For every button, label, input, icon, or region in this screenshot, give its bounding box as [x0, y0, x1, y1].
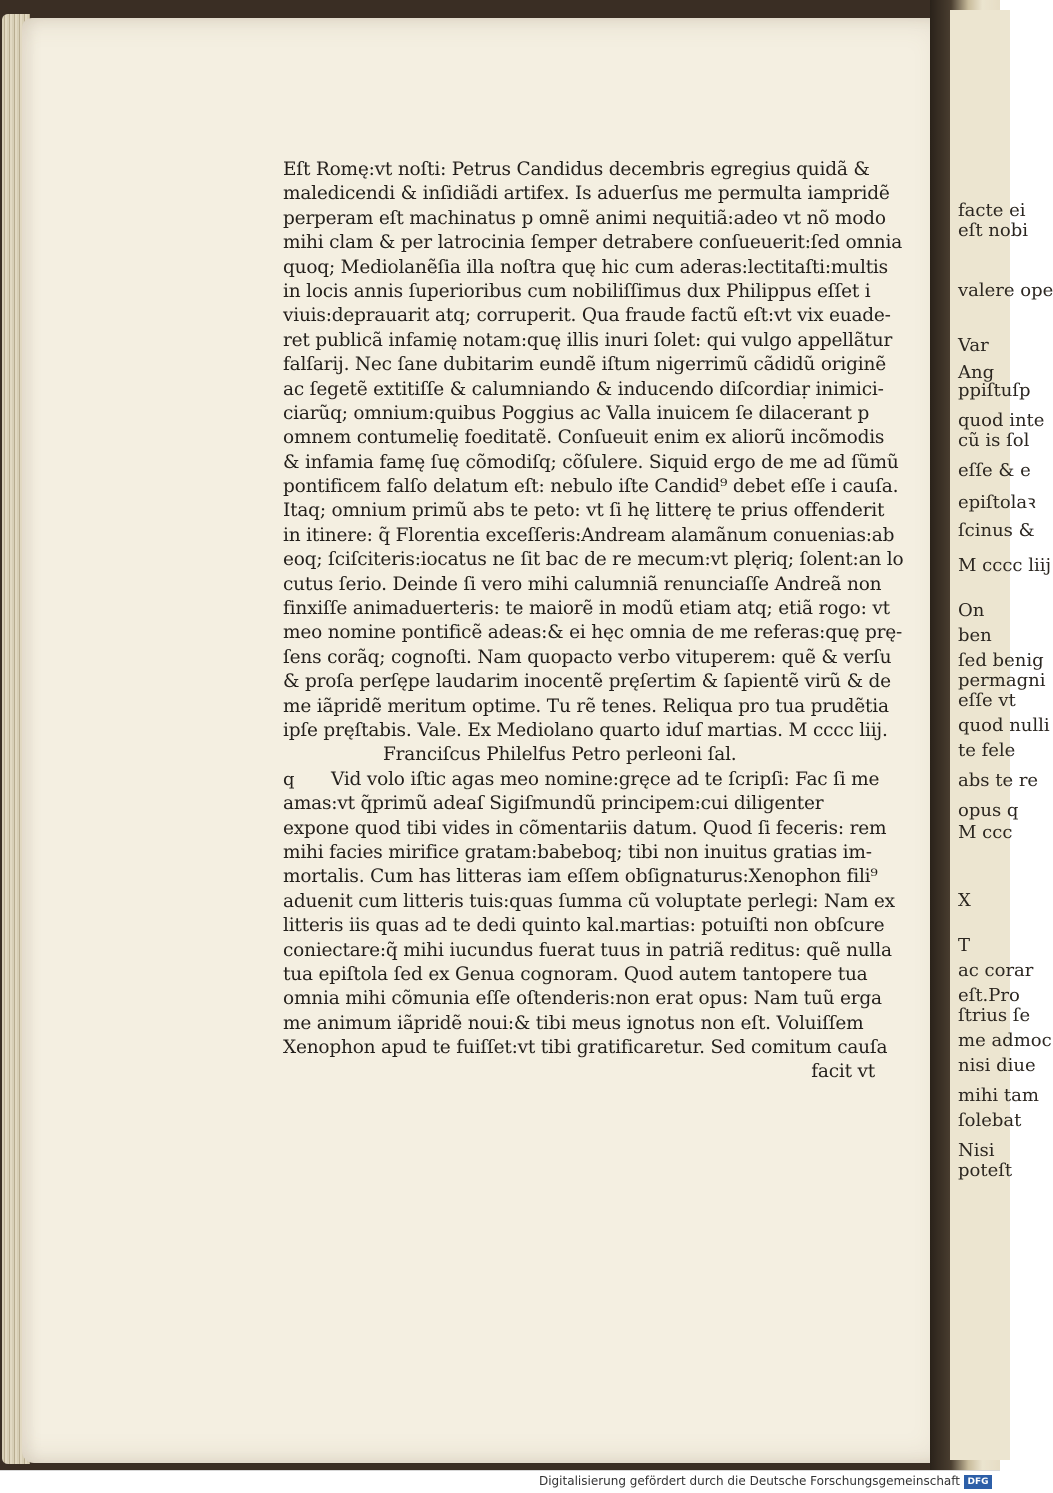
letter-text — [283, 158, 904, 1085]
facing-page-text: eſſe vt — [958, 690, 1016, 711]
text-line: aduenit cum litteris tuis:quas ſumma cũ voluptate perlegi: Nam ex — [283, 890, 895, 912]
text-line: ciarũq; omnium:quibus Poggius ac Valla inuicem ſe dilacerant p — [283, 402, 870, 424]
text-line: mihi clam & per latrocinia ſemper detrabere conſueuerit:ſed omnia — [283, 232, 903, 254]
text-line: Eſt Romę:vt noſti: Petrus Candidus decembris egregius quidã & — [283, 159, 870, 180]
facing-page-text: M ccc — [958, 822, 1013, 843]
letter-heading: Franciſcus Philelfus Petro perleoni ſal. — [383, 744, 737, 766]
facing-page-text: permagni — [958, 670, 1046, 691]
text-line: ac ſegetẽ extitiſſe & calumniando & inducendo diſcordiaṛ inimici- — [283, 378, 884, 400]
facing-page-text: Ang — [958, 362, 995, 383]
text-line: in itinere: q̃ Florentia exceſſeris:Andream alamãnum conuenias:ab — [283, 524, 895, 546]
facing-page-text: ben — [958, 625, 992, 646]
text-line: ret publicã infamię notam:quę illis inuri ſolet: qui vulgo appellãtur — [283, 329, 893, 351]
facing-page-text: facte ei — [958, 200, 1026, 221]
text-line: mortalis. Cum has litteras iam eſſem obſignaturus:Xenophon fili⁹ — [283, 866, 878, 888]
catchword: facit vt — [811, 1061, 875, 1083]
text-line: omnem contumelię foeditatẽ. Conſueuit enim ex aliorũ incõmodis — [283, 427, 885, 449]
facing-page-text: X — [958, 890, 971, 911]
text-line: meo nomine pontificẽ adeas:& ei hęc omnia de me referas:quę prę- — [283, 622, 903, 644]
text-line: me iãpridẽ meritum optime. Tu rẽ tenes. Reliqua pro tua prudẽtia — [283, 695, 889, 717]
text-line: Itaq; omnium primũ abs te peto: vt ſi hę litterę te prius offenderit — [283, 500, 885, 522]
text-line: maledicendi & inſidiãdi artifex. Is aduerſus me permulta iampridẽ — [283, 183, 890, 205]
text-line: mihi facies mirifice gratam:babeboq; tibi non inuitus gratias im- — [283, 841, 872, 863]
facing-page-text: abs te re — [958, 770, 1039, 791]
text-line: coniectare:q̃ mihi iucundus fuerat tuus in patriã reditus: quẽ nulla — [283, 939, 892, 961]
facing-page-text: quod inte — [958, 410, 1045, 431]
facing-page-text: eſt.Pro — [958, 985, 1020, 1006]
facing-page-text: T — [958, 935, 971, 956]
text-line: pontificem falſo delatum eſt: nebulo iſte Candid⁹ debet eſſe i cauſa. — [283, 476, 899, 498]
text-line: & infamia famę ſuę cõmodiſq; cõſulere. Siquid ergo de me ad ſũmũ — [283, 451, 899, 473]
text-line: eoq; ſciſciteris:iocatus ne ſit bac de re mecum:vt plęriq; ſolent:an lo — [283, 549, 904, 571]
text-line: & proſa perſępe laudarim inocentẽ pręſertim & ſapientẽ virũ & de — [283, 671, 891, 693]
facing-page-text: eſſe & e — [958, 460, 1031, 481]
facing-page-text: Var — [958, 335, 989, 356]
text-line: omnia mihi cõmunia eſſe oſtenderis:non erat opus: Nam tuũ erga — [283, 988, 882, 1010]
footer-bar — [0, 1470, 1000, 1493]
text-line: Xenophon apud te fuiſſet:vt tibi gratificaretur. Sed comitum cauſa — [283, 1037, 888, 1059]
facing-page-text: ſed benig — [958, 650, 1044, 671]
facing-page-text: mihi tam — [958, 1085, 1039, 1106]
facing-page-fragment — [950, 10, 1053, 1460]
facing-page-text: epiſtolaꝛ — [958, 492, 1036, 513]
text-line: tua epiſtola ſed ex Genua cognoram. Quod autem tantopere tua — [283, 963, 868, 985]
facing-page-text: me admoc — [958, 1030, 1052, 1051]
dfg-logo: DFG — [964, 1475, 992, 1489]
text-line: expone quod tibi vides in cõmentariis datum. Quod ſi feceris: rem — [283, 817, 887, 839]
text-line: amas:vt q̃primũ adeaſ Sigiſmundũ principem:cui diligenter — [283, 793, 824, 815]
text-line: finxiſſe animaduerteris: te maiorẽ in modũ etiam atq; etiã rogo: vt — [283, 598, 890, 620]
facing-page-text: On — [958, 600, 985, 621]
text-line — [283, 768, 883, 792]
facing-page-text: ac corar — [958, 960, 1034, 981]
facing-page-text: opus q — [958, 800, 1019, 821]
facing-page-text: ſcinus & — [958, 520, 1035, 541]
text-line: perperam eſt machinatus p omnẽ animi nequitiã:adeo vt nõ modo — [283, 207, 886, 229]
text-line: viuis:deprauarit atq; corruperit. Qua fraude factũ eſt:vt vix euade- — [283, 305, 891, 327]
funding-credit: Digitalisierung gefördert durch die Deutsche Forschungsgemeinschaft — [538, 1474, 960, 1488]
facing-page-text: M cccc liij — [958, 555, 1052, 576]
facing-page-text: te fele — [958, 740, 1016, 761]
text-line: in locis annis ſuperioribus cum nobiliſſimus dux Philippus eſſet i — [283, 280, 871, 302]
facing-page-text: ſtrius ſe — [958, 1005, 1031, 1026]
facing-page-text: cũ is ſol — [958, 430, 1030, 451]
facing-page-text: poteſt — [958, 1160, 1013, 1181]
facing-page-text: Nisi — [958, 1140, 995, 1161]
text-line: ipſe pręſtabis. Vale. Ex Mediolano quarto iduſ martias. M cccc liij. — [283, 719, 888, 741]
facing-page-text: ppiſtuſp — [958, 380, 1031, 401]
text-line: me animum iãpridẽ noui:& tibi meus ignotus non eſt. Voluiſſem — [283, 1012, 864, 1034]
guide-letter: q — [283, 768, 295, 790]
text-line: litteris iis quas ad te dedi quinto kal.martias: potuiſti non obſcure — [283, 915, 885, 937]
facing-page-text: valere ope — [958, 280, 1053, 301]
text-line: ſens corãq; cognoſti. Nam quopacto verbo vituperem: quẽ & verſu — [283, 646, 892, 668]
text-line: quoq; Mediolanẽſia illa noſtra quę hic cum aderas:lectitaſti:multis — [283, 256, 888, 278]
text-line: falſarij. Nec ſane dubitarim eundẽ iſtum nigerrimũ cãdidũ originẽ — [283, 354, 886, 376]
text-line-content: Vid volo iſtic agas meo nomine:gręce ad te ſcripſi: Fac ſi me — [331, 768, 880, 790]
facing-page-text: ſolebat — [958, 1110, 1022, 1131]
facing-page-text: eſt nobi — [958, 220, 1028, 241]
facing-page-text: nisi diue — [958, 1055, 1036, 1076]
facing-page-text: quod nulli — [958, 715, 1050, 736]
text-line: cutus ſerio. Deinde ſi vero mihi calumniã renunciaſſe Andreã non — [283, 573, 882, 595]
